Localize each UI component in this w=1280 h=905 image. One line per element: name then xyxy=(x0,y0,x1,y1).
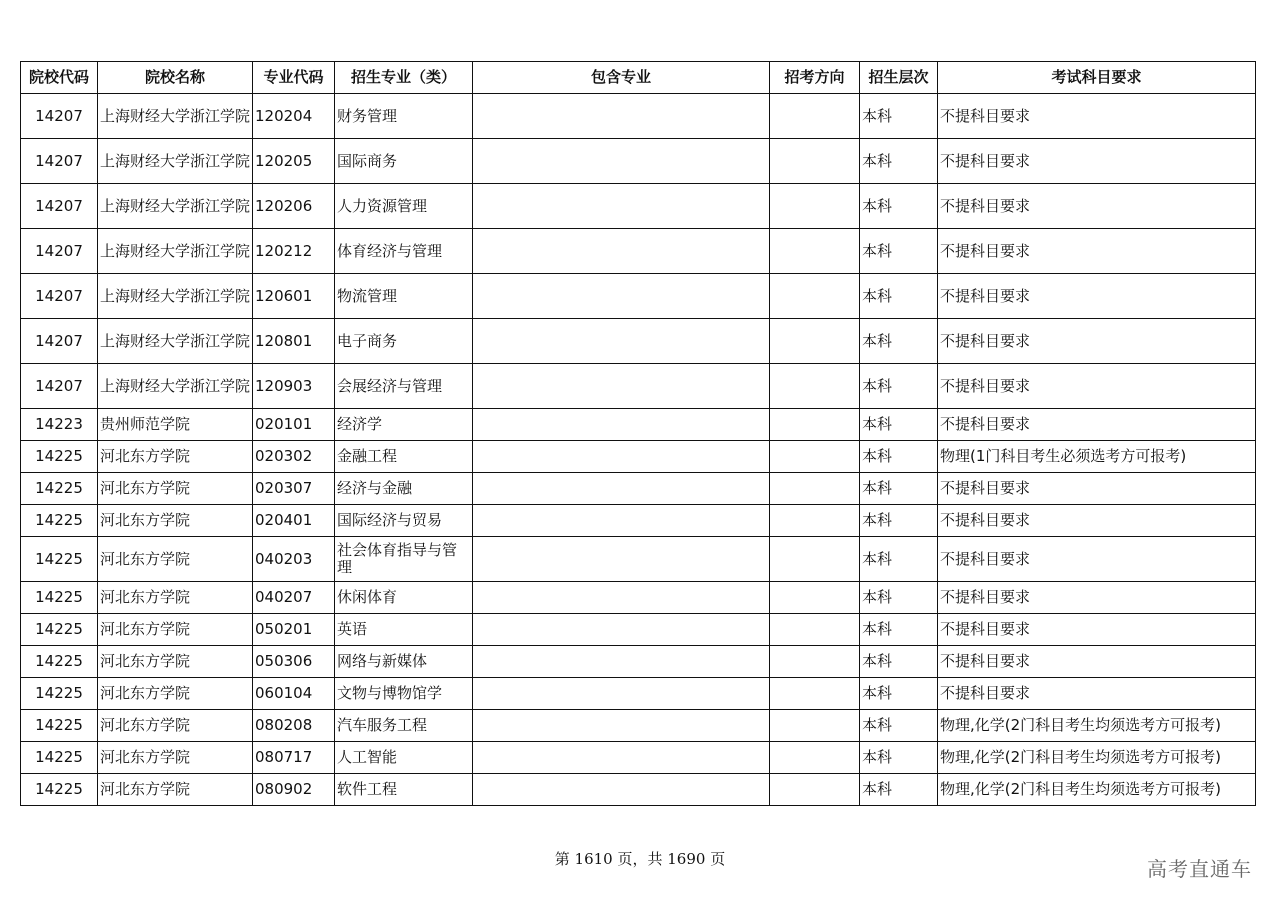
cell-includes xyxy=(473,774,770,806)
cell-major: 英语 xyxy=(335,614,473,646)
cell-level: 本科 xyxy=(860,441,938,473)
cell-includes xyxy=(473,710,770,742)
cell-includes xyxy=(473,441,770,473)
cell-school-name: 河北东方学院 xyxy=(98,646,253,678)
cell-requirement: 不提科目要求 xyxy=(938,364,1256,409)
cell-school-code: 14223 xyxy=(21,409,98,441)
cell-school-name: 河北东方学院 xyxy=(98,537,253,582)
cell-school-code: 14207 xyxy=(21,319,98,364)
cell-requirement: 物理,化学(2门科目考生均须选考方可报考) xyxy=(938,710,1256,742)
cell-requirement: 不提科目要求 xyxy=(938,409,1256,441)
header-school-name: 院校名称 xyxy=(98,62,253,94)
cell-major: 人力资源管理 xyxy=(335,184,473,229)
cell-school-code: 14225 xyxy=(21,774,98,806)
cell-includes xyxy=(473,94,770,139)
header-major-code: 专业代码 xyxy=(253,62,335,94)
cell-requirement: 不提科目要求 xyxy=(938,184,1256,229)
cell-school-name: 上海财经大学浙江学院 xyxy=(98,94,253,139)
cell-level: 本科 xyxy=(860,94,938,139)
cell-school-name: 上海财经大学浙江学院 xyxy=(98,319,253,364)
cell-level: 本科 xyxy=(860,229,938,274)
cell-school-name: 上海财经大学浙江学院 xyxy=(98,364,253,409)
cell-requirement: 不提科目要求 xyxy=(938,319,1256,364)
cell-major-code: 080717 xyxy=(253,742,335,774)
cell-includes xyxy=(473,139,770,184)
cell-major: 经济与金融 xyxy=(335,473,473,505)
cell-level: 本科 xyxy=(860,505,938,537)
cell-school-name: 河北东方学院 xyxy=(98,710,253,742)
cell-direction xyxy=(770,710,860,742)
cell-direction xyxy=(770,537,860,582)
cell-level: 本科 xyxy=(860,646,938,678)
table-row xyxy=(21,473,1256,505)
cell-major: 物流管理 xyxy=(335,274,473,319)
cell-major-code: 120205 xyxy=(253,139,335,184)
table-row xyxy=(21,505,1256,537)
cell-includes xyxy=(473,473,770,505)
cell-direction xyxy=(770,139,860,184)
cell-includes xyxy=(473,505,770,537)
table-row xyxy=(21,409,1256,441)
cell-school-name: 上海财经大学浙江学院 xyxy=(98,184,253,229)
cell-direction xyxy=(770,505,860,537)
cell-level: 本科 xyxy=(860,582,938,614)
cell-level: 本科 xyxy=(860,274,938,319)
cell-major: 软件工程 xyxy=(335,774,473,806)
cell-major: 国际商务 xyxy=(335,139,473,184)
cell-level: 本科 xyxy=(860,537,938,582)
cell-major: 体育经济与管理 xyxy=(335,229,473,274)
cell-major-code: 040207 xyxy=(253,582,335,614)
table-row xyxy=(21,139,1256,184)
cell-direction xyxy=(770,646,860,678)
cell-school-code: 14207 xyxy=(21,139,98,184)
cell-major: 电子商务 xyxy=(335,319,473,364)
cell-school-name: 河北东方学院 xyxy=(98,774,253,806)
page-number: 第 1610 页，共 1690 页 xyxy=(554,850,726,868)
table-row xyxy=(21,537,1256,582)
cell-school-code: 14207 xyxy=(21,94,98,139)
cell-major-code: 120903 xyxy=(253,364,335,409)
cell-includes xyxy=(473,678,770,710)
cell-includes xyxy=(473,537,770,582)
header-direction: 招考方向 xyxy=(770,62,860,94)
cell-major: 休闲体育 xyxy=(335,582,473,614)
table-row xyxy=(21,229,1256,274)
cell-includes xyxy=(473,319,770,364)
cell-school-code: 14225 xyxy=(21,473,98,505)
cell-requirement: 不提科目要求 xyxy=(938,505,1256,537)
cell-school-code: 14225 xyxy=(21,742,98,774)
cell-requirement: 不提科目要求 xyxy=(938,614,1256,646)
cell-requirement: 不提科目要求 xyxy=(938,473,1256,505)
header-major: 招生专业（类） xyxy=(335,62,473,94)
header-level: 招生层次 xyxy=(860,62,938,94)
cell-school-name: 河北东方学院 xyxy=(98,678,253,710)
cell-direction xyxy=(770,441,860,473)
cell-direction xyxy=(770,274,860,319)
cell-level: 本科 xyxy=(860,319,938,364)
table-row xyxy=(21,774,1256,806)
watermark: 高考直通车 xyxy=(1147,857,1252,881)
cell-major-code: 120212 xyxy=(253,229,335,274)
cell-major: 金融工程 xyxy=(335,441,473,473)
cell-school-code: 14207 xyxy=(21,274,98,319)
cell-direction xyxy=(770,678,860,710)
cell-level: 本科 xyxy=(860,742,938,774)
cell-school-name: 上海财经大学浙江学院 xyxy=(98,139,253,184)
cell-major: 会展经济与管理 xyxy=(335,364,473,409)
cell-major-code: 040203 xyxy=(253,537,335,582)
cell-major: 经济学 xyxy=(335,409,473,441)
cell-requirement: 不提科目要求 xyxy=(938,537,1256,582)
table-row xyxy=(21,274,1256,319)
cell-level: 本科 xyxy=(860,364,938,409)
cell-includes xyxy=(473,274,770,319)
cell-requirement: 不提科目要求 xyxy=(938,582,1256,614)
table-row xyxy=(21,582,1256,614)
cell-school-name: 上海财经大学浙江学院 xyxy=(98,274,253,319)
cell-school-name: 河北东方学院 xyxy=(98,473,253,505)
cell-school-code: 14225 xyxy=(21,505,98,537)
cell-major-code: 120206 xyxy=(253,184,335,229)
cell-includes xyxy=(473,646,770,678)
cell-level: 本科 xyxy=(860,409,938,441)
cell-requirement: 不提科目要求 xyxy=(938,229,1256,274)
cell-requirement: 不提科目要求 xyxy=(938,678,1256,710)
cell-school-name: 河北东方学院 xyxy=(98,505,253,537)
cell-direction xyxy=(770,582,860,614)
cell-major-code: 120601 xyxy=(253,274,335,319)
cell-direction xyxy=(770,473,860,505)
cell-school-name: 河北东方学院 xyxy=(98,614,253,646)
cell-level: 本科 xyxy=(860,710,938,742)
cell-level: 本科 xyxy=(860,184,938,229)
cell-major: 财务管理 xyxy=(335,94,473,139)
cell-major-code: 020307 xyxy=(253,473,335,505)
cell-school-code: 14225 xyxy=(21,582,98,614)
header-school-code: 院校代码 xyxy=(21,62,98,94)
header-includes: 包含专业 xyxy=(473,62,770,94)
table-row xyxy=(21,710,1256,742)
header-requirement: 考试科目要求 xyxy=(938,62,1256,94)
cell-major-code: 120801 xyxy=(253,319,335,364)
cell-major-code: 020101 xyxy=(253,409,335,441)
cell-direction xyxy=(770,94,860,139)
table-header-row xyxy=(21,62,1256,94)
cell-direction xyxy=(770,229,860,274)
cell-school-code: 14225 xyxy=(21,537,98,582)
cell-direction xyxy=(770,364,860,409)
admissions-table xyxy=(20,61,1256,806)
cell-direction xyxy=(770,409,860,441)
cell-requirement: 不提科目要求 xyxy=(938,646,1256,678)
cell-includes xyxy=(473,742,770,774)
cell-level: 本科 xyxy=(860,678,938,710)
cell-major-code: 050306 xyxy=(253,646,335,678)
cell-major: 文物与博物馆学 xyxy=(335,678,473,710)
cell-direction xyxy=(770,742,860,774)
cell-direction xyxy=(770,319,860,364)
cell-requirement: 物理,化学(2门科目考生均须选考方可报考) xyxy=(938,774,1256,806)
cell-school-code: 14225 xyxy=(21,678,98,710)
cell-major-code: 060104 xyxy=(253,678,335,710)
table-row xyxy=(21,319,1256,364)
table-row xyxy=(21,646,1256,678)
table-row xyxy=(21,614,1256,646)
table-row xyxy=(21,364,1256,409)
cell-includes xyxy=(473,229,770,274)
cell-school-code: 14207 xyxy=(21,229,98,274)
cell-direction xyxy=(770,614,860,646)
table-row xyxy=(21,678,1256,710)
cell-includes xyxy=(473,614,770,646)
cell-school-name: 河北东方学院 xyxy=(98,582,253,614)
cell-direction xyxy=(770,184,860,229)
cell-includes xyxy=(473,364,770,409)
table-row xyxy=(21,184,1256,229)
cell-school-code: 14207 xyxy=(21,364,98,409)
cell-major: 国际经济与贸易 xyxy=(335,505,473,537)
cell-major-code: 050201 xyxy=(253,614,335,646)
cell-includes xyxy=(473,409,770,441)
cell-school-name: 河北东方学院 xyxy=(98,441,253,473)
cell-school-code: 14225 xyxy=(21,614,98,646)
table-row xyxy=(21,742,1256,774)
cell-school-name: 贵州师范学院 xyxy=(98,409,253,441)
cell-school-code: 14225 xyxy=(21,710,98,742)
cell-includes xyxy=(473,582,770,614)
cell-level: 本科 xyxy=(860,614,938,646)
cell-school-code: 14207 xyxy=(21,184,98,229)
cell-major-code: 120204 xyxy=(253,94,335,139)
table-row xyxy=(21,441,1256,473)
cell-direction xyxy=(770,774,860,806)
cell-level: 本科 xyxy=(860,473,938,505)
cell-major: 网络与新媒体 xyxy=(335,646,473,678)
cell-major-code: 020302 xyxy=(253,441,335,473)
cell-school-name: 河北东方学院 xyxy=(98,742,253,774)
cell-major: 汽车服务工程 xyxy=(335,710,473,742)
cell-major-code: 080902 xyxy=(253,774,335,806)
cell-requirement: 物理(1门科目考生必须选考方可报考) xyxy=(938,441,1256,473)
cell-level: 本科 xyxy=(860,139,938,184)
cell-school-name: 上海财经大学浙江学院 xyxy=(98,229,253,274)
cell-requirement: 不提科目要求 xyxy=(938,94,1256,139)
cell-major-code: 080208 xyxy=(253,710,335,742)
cell-includes xyxy=(473,184,770,229)
cell-requirement: 不提科目要求 xyxy=(938,139,1256,184)
cell-major: 人工智能 xyxy=(335,742,473,774)
cell-school-code: 14225 xyxy=(21,441,98,473)
cell-requirement: 物理,化学(2门科目考生均须选考方可报考) xyxy=(938,742,1256,774)
cell-major-code: 020401 xyxy=(253,505,335,537)
cell-level: 本科 xyxy=(860,774,938,806)
cell-major: 社会体育指导与管理 xyxy=(335,537,473,582)
cell-requirement: 不提科目要求 xyxy=(938,274,1256,319)
cell-school-code: 14225 xyxy=(21,646,98,678)
table-row xyxy=(21,94,1256,139)
